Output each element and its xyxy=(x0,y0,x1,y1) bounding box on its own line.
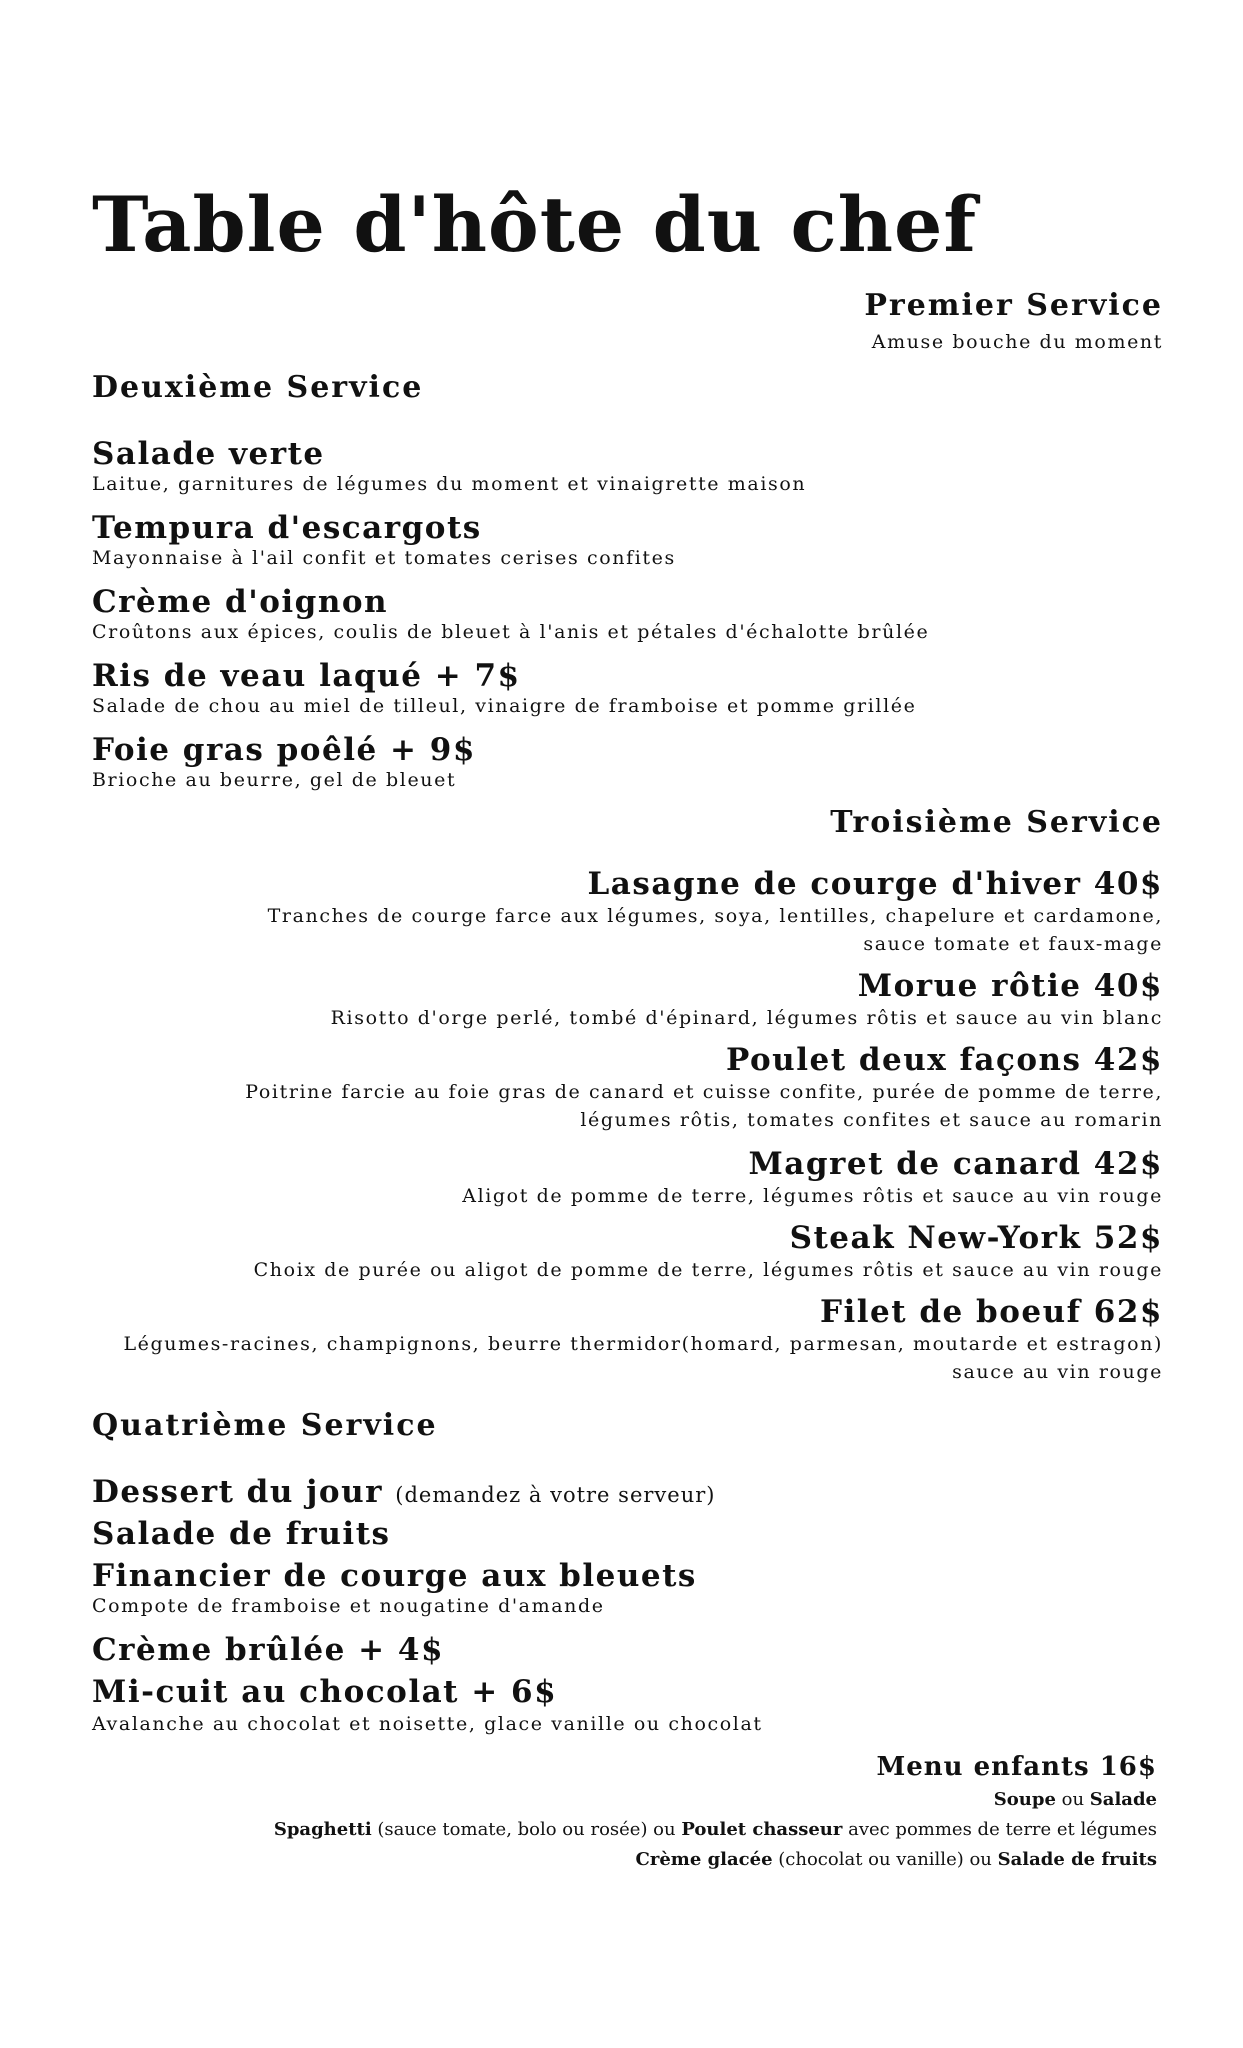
dish-desc: sauce tomate et faux-mage xyxy=(863,933,1163,955)
kids-text: (chocolat ou vanille) ou xyxy=(772,1849,998,1870)
dish-poulet: Poulet deux façons 42$ xyxy=(726,1042,1163,1078)
dish-tempura-escargots: Tempura d'escargots xyxy=(92,510,482,546)
dish-desc: sauce au vin rouge xyxy=(952,1361,1163,1383)
dish-desc: Légumes-racines, champignons, beurre thermidor(homard, parmesan, moutarde et estragon) xyxy=(123,1333,1163,1355)
kids-text: avec pommes de terre et légumes xyxy=(842,1819,1157,1840)
dish-financier: Financier de courge aux bleuets xyxy=(92,1558,697,1594)
premier-service-heading: Premier Service xyxy=(864,288,1163,323)
kids-text: ou xyxy=(1055,1789,1090,1810)
dish-desc: Compote de framboise et nougatine d'amande xyxy=(92,1595,605,1617)
dish-creme-brulee: Crème brûlée + 4$ xyxy=(92,1632,445,1668)
quatrieme-service-heading: Quatrième Service xyxy=(92,1408,438,1443)
dish-morue: Morue rôtie 40$ xyxy=(857,968,1163,1004)
kids-text: (sauce tomate, bolo ou rosée) ou xyxy=(371,1819,682,1840)
dish-dessert-du-jour xyxy=(92,1474,715,1513)
dish-desc: Laitue, garnitures de légumes du moment et vinaigrette maison xyxy=(92,473,807,495)
dish-lasagne: Lasagne de courge d'hiver 40$ xyxy=(587,866,1163,902)
dish-desc: Salade de chou au miel de tilleul, vinaigre de framboise et pomme grillée xyxy=(92,695,917,717)
dish-creme-oignon: Crème d'oignon xyxy=(92,584,389,620)
dish-name: Dessert du jour xyxy=(92,1474,383,1510)
kids-item: Poulet chasseur xyxy=(681,1819,843,1840)
premier-service-note: Amuse bouche du moment xyxy=(871,331,1163,353)
dish-desc: Tranches de courge farce aux légumes, soya, lentilles, chapelure et cardamone, xyxy=(267,905,1163,927)
dish-salade-fruits: Salade de fruits xyxy=(92,1516,391,1552)
deuxieme-service-heading: Deuxième Service xyxy=(92,370,424,405)
kids-menu-title: Menu enfants 16$ xyxy=(876,1752,1157,1782)
kids-item: Spaghetti xyxy=(273,1819,372,1840)
dish-desc: Risotto d'orge perlé, tombé d'épinard, légumes rôtis et sauce au vin blanc xyxy=(330,1007,1163,1029)
kids-item: Soupe xyxy=(993,1789,1056,1810)
troisieme-service-heading: Troisième Service xyxy=(830,805,1163,840)
dish-desc: Croûtons aux épices, coulis de bleuet à l'anis et pétales d'échalotte brûlée xyxy=(92,621,930,643)
dish-desc: Aligot de pomme de terre, légumes rôtis et sauce au vin rouge xyxy=(462,1185,1163,1207)
dish-desc: Brioche au beurre, gel de bleuet xyxy=(92,769,457,791)
dish-ris-de-veau: Ris de veau laqué + 7$ xyxy=(92,658,521,694)
dish-steak: Steak New-York 52$ xyxy=(789,1220,1163,1256)
kids-menu-line xyxy=(994,1786,1157,1814)
dish-desc: Poitrine farcie au foie gras de canard et cuisse confite, purée de pomme de terre, xyxy=(245,1081,1163,1103)
kids-menu-line xyxy=(636,1846,1157,1874)
dish-desc: Avalanche au chocolat et noisette, glace vanille ou chocolat xyxy=(92,1713,763,1735)
kids-item: Salade de fruits xyxy=(997,1849,1157,1870)
dish-desc: Choix de purée ou aligot de pomme de terre, légumes rôtis et sauce au vin rouge xyxy=(253,1259,1163,1281)
dish-magret: Magret de canard 42$ xyxy=(748,1146,1163,1182)
dish-mi-cuit: Mi-cuit au chocolat + 6$ xyxy=(92,1674,558,1710)
dish-filet: Filet de boeuf 62$ xyxy=(819,1294,1163,1330)
kids-item: Salade xyxy=(1089,1789,1157,1810)
dish-foie-gras: Foie gras poêlé + 9$ xyxy=(92,732,476,768)
dish-desc: Mayonnaise à l'ail confit et tomates cerises confites xyxy=(92,547,676,569)
dish-salade-verte: Salade verte xyxy=(92,436,325,472)
dish-note: (demandez à votre serveur) xyxy=(395,1483,716,1507)
kids-item: Crème glacée xyxy=(635,1849,773,1870)
dish-desc: légumes rôtis, tomates confites et sauce au romarin xyxy=(580,1109,1163,1131)
kids-menu-line xyxy=(274,1816,1157,1844)
page-title: Table d'hôte du chef xyxy=(92,180,978,269)
